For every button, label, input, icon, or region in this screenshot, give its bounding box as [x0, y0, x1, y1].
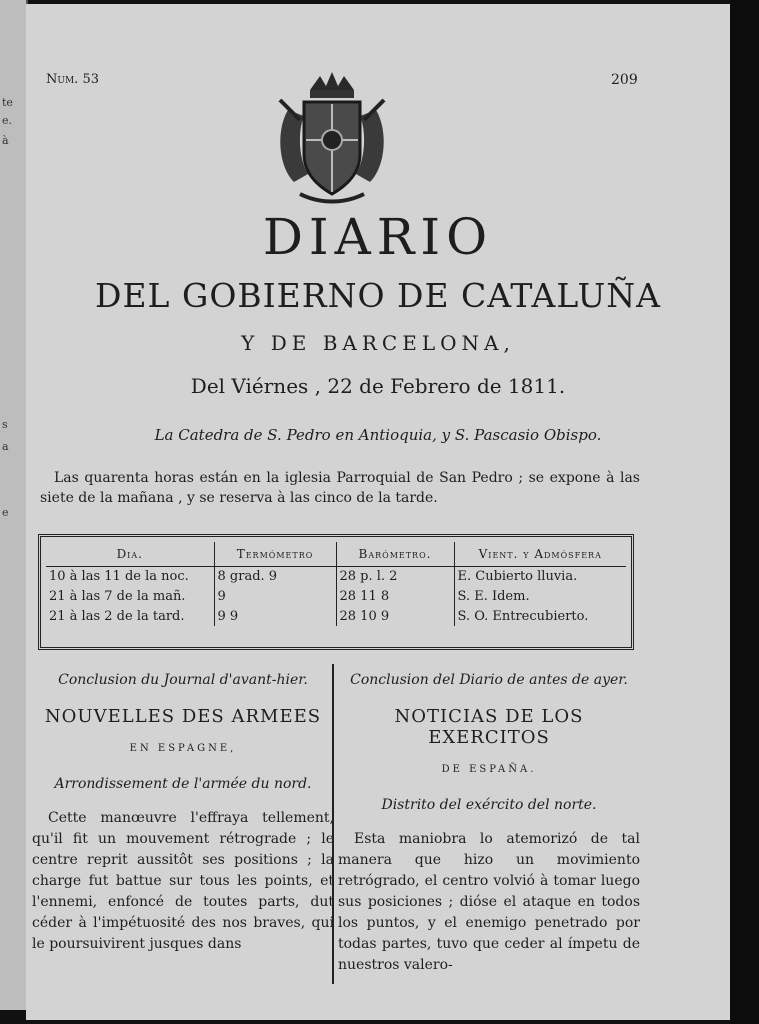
col-header-termometro: Termómetro [214, 542, 336, 566]
facing-page-mark: s [2, 418, 8, 431]
district-title-fr: Arrondissement de l'armée du nord. [54, 776, 312, 792]
conclusion-note-es: Conclusion del Diario de antes de ayer. [350, 672, 628, 688]
section-heading-fr: NOUVELLES DES ARMEES [44, 706, 322, 727]
conclusion-note-fr: Conclusion du Journal d'avant-hier. [58, 672, 308, 688]
cell-termometro: 8 grad. 9 [214, 566, 336, 586]
cell-viento: S. O. Entrecubierto. [457, 608, 589, 624]
cell-viento: E. Cubierto lluvia. [457, 568, 578, 584]
scan-border [730, 0, 759, 1024]
cell-barometro: 28 p. l. 2 [336, 566, 454, 586]
col-header-dia: Dia. [46, 542, 214, 566]
facing-page-mark: e. [2, 114, 13, 127]
facing-page-edge [0, 0, 28, 1010]
coat-of-arms-icon [270, 70, 394, 206]
column-spanish [338, 666, 640, 1020]
newspaper-page [26, 4, 730, 1020]
weather-table [46, 542, 626, 626]
article-body-fr: Cette manœuvre l'effraya tellement, qu'il fit un mouvement rétrograde ; le centre reprit aussitôt ses positions ; la charge fut battue sur tous les points, et l'ennemi, enfoncé de toutes parts, dut céder à l'impétuosité des nos braves, qui le poursuivirent jusques dans [32, 810, 334, 952]
weather-table-frame [38, 534, 634, 650]
column-french [32, 666, 334, 1020]
cell-termometro: 9 [214, 586, 336, 606]
article-body-es: Esta maniobra lo atemorizó de tal manera que hizo un movimiento retrógrado, el centro volvió à tomar luego sus posiciones ; dióse el ataque en todos los puntos, y el enemigo penetrado por todas partes, tuvo que ceder al ímpetu de nuestros valero- [338, 831, 640, 973]
cell-viento: S. E. Idem. [457, 588, 530, 604]
district-title-es: Distrito del exército del norte. [381, 797, 597, 813]
col-header-viento: Vient. y Admósfera [454, 542, 626, 566]
section-subheading-es: DE ESPAÑA. [441, 764, 537, 775]
cell-termometro: 9 9 [214, 606, 336, 626]
cell-barometro: 28 11 8 [336, 586, 454, 606]
issue-number: Num. 53 [46, 72, 99, 87]
cell-barometro: 28 10 9 [336, 606, 454, 626]
table-row [46, 586, 626, 606]
section-subheading-fr: EN ESPAGNE, [129, 743, 237, 754]
cell-dia: 21 à las 2 de la tard. [46, 606, 214, 626]
masthead-subtitle-city: Y DE BARCELONA, [241, 331, 515, 355]
masthead-title: DIARIO [262, 208, 494, 266]
col-header-barometro: Barómetro. [336, 542, 454, 566]
table-row [46, 566, 626, 586]
masthead-subtitle: DEL GOBIERNO DE CATALUÑA [95, 276, 661, 315]
facing-page-mark: e [2, 506, 9, 519]
church-notice: Las quarenta horas están en la iglesia Parroquial de San Pedro ; se expone à las siete de la mañana , y se reserva à las cinco de la tarde. [40, 470, 640, 506]
facing-page-mark: a [2, 440, 9, 453]
cell-dia: 21 à las 7 de la mañ. [46, 586, 214, 606]
facing-page-mark: te [2, 96, 13, 109]
issue-date: Del Viérnes , 22 de Febrero de 1811. [190, 374, 566, 398]
table-row [46, 606, 626, 626]
section-heading-es: NOTICIAS DE LOS EXERCITOS [394, 706, 584, 748]
page-number: 209 [611, 72, 638, 88]
facing-page-mark: à [2, 134, 9, 147]
saints-of-day: La Catedra de S. Pedro en Antioquia, y S. Pascasio Obispo. [154, 426, 602, 444]
weather-table-header-row [46, 542, 626, 566]
cell-dia: 10 à las 11 de la noc. [46, 566, 214, 586]
